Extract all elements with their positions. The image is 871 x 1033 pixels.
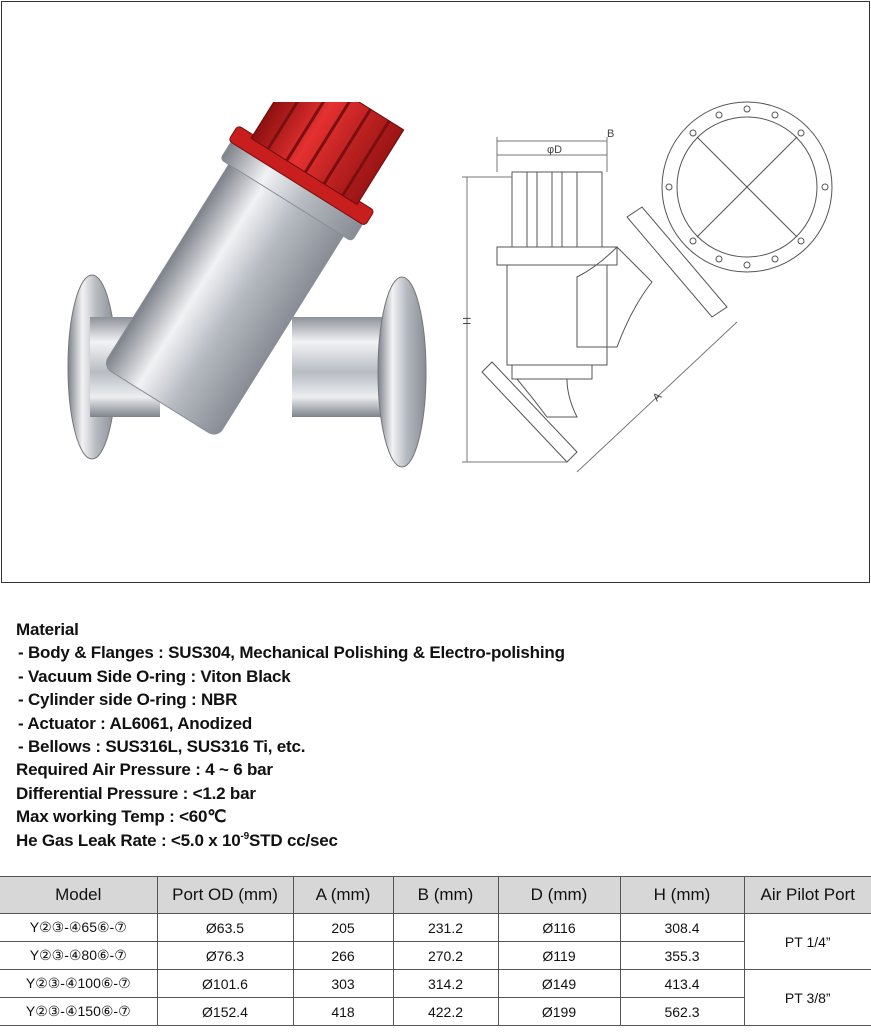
cell-d: Ø116	[498, 914, 620, 942]
flange-top-view	[662, 102, 832, 272]
cell-h: 562.3	[620, 998, 744, 1026]
cell-a: 205	[293, 914, 393, 942]
table-row	[0, 942, 871, 970]
dimension-lines	[462, 137, 737, 472]
cell-a: 266	[293, 942, 393, 970]
cell-air-pilot-port: PT 1/4”	[744, 914, 871, 970]
cell-air-pilot-port: PT 3/8”	[744, 970, 871, 1026]
material-item: - Bellows : SUS316L, SUS316 Ti, etc.	[18, 737, 306, 757]
cell-d: Ø149	[498, 970, 620, 998]
right-flange	[292, 277, 426, 467]
technical-drawing	[457, 97, 847, 487]
cell-b: 231.2	[393, 914, 498, 942]
cell-h: 308.4	[620, 914, 744, 942]
material-item: - Body & Flanges : SUS304, Mechanical Polishing & Electro-polishing	[18, 643, 565, 663]
material-item: - Actuator : AL6061, Anodized	[18, 713, 253, 733]
leak-rate-suffix: STD cc/sec	[249, 830, 338, 850]
col-header-a: A (mm)	[293, 877, 393, 914]
valve-photo	[62, 102, 432, 482]
cell-h: 355.3	[620, 942, 744, 970]
specifications	[16, 618, 565, 852]
col-header-d: D (mm)	[498, 877, 620, 914]
table-header-row	[0, 877, 871, 914]
differential-pressure: Differential Pressure : <1.2 bar	[16, 783, 256, 803]
cell-model: Y②③-④65⑥-⑦	[0, 914, 157, 942]
cell-d: Ø199	[498, 998, 620, 1026]
dim-d-label: φD	[547, 144, 563, 156]
cell-b: 422.2	[393, 998, 498, 1026]
cell-h: 413.4	[620, 970, 744, 998]
cell-model: Y②③-④150⑥-⑦	[0, 998, 157, 1026]
col-header-port-od: Port OD (mm)	[157, 877, 293, 914]
cell-d: Ø119	[498, 942, 620, 970]
material-heading: Material	[16, 620, 79, 639]
col-header-b: B (mm)	[393, 877, 498, 914]
cell-port-od: Ø101.6	[157, 970, 293, 998]
col-header-air-pilot-port: Air Pilot Port	[744, 877, 871, 914]
material-item: - Vacuum Side O-ring : Viton Black	[18, 666, 291, 686]
cell-model: Y②③-④80⑥-⑦	[0, 942, 157, 970]
table-row	[0, 970, 871, 998]
col-header-model: Model	[0, 877, 157, 914]
max-temp: Max working Temp : <60℃	[16, 807, 227, 827]
cell-a: 303	[293, 970, 393, 998]
air-pressure: Required Air Pressure : 4 ~ 6 bar	[16, 760, 273, 780]
cell-b: 314.2	[393, 970, 498, 998]
cell-model: Y②③-④100⑥-⑦	[0, 970, 157, 998]
cell-port-od: Ø152.4	[157, 998, 293, 1026]
figure-frame	[1, 1, 870, 583]
model-table	[0, 876, 871, 1026]
valve-side-view	[482, 172, 727, 462]
leak-rate	[16, 829, 565, 852]
table-row	[0, 998, 871, 1026]
dim-a-label: A	[650, 390, 665, 405]
leak-rate-prefix: He Gas Leak Rate : <5.0 x 10	[16, 830, 241, 850]
table-row	[0, 914, 871, 942]
dim-h-label: H	[460, 317, 472, 325]
leak-rate-exponent: -9	[240, 830, 250, 842]
col-header-h: H (mm)	[620, 877, 744, 914]
cell-port-od: Ø76.3	[157, 942, 293, 970]
dim-b-label: B	[607, 128, 615, 140]
cell-port-od: Ø63.5	[157, 914, 293, 942]
material-item: - Cylinder side O-ring : NBR	[18, 690, 238, 710]
cell-b: 270.2	[393, 942, 498, 970]
cell-a: 418	[293, 998, 393, 1026]
